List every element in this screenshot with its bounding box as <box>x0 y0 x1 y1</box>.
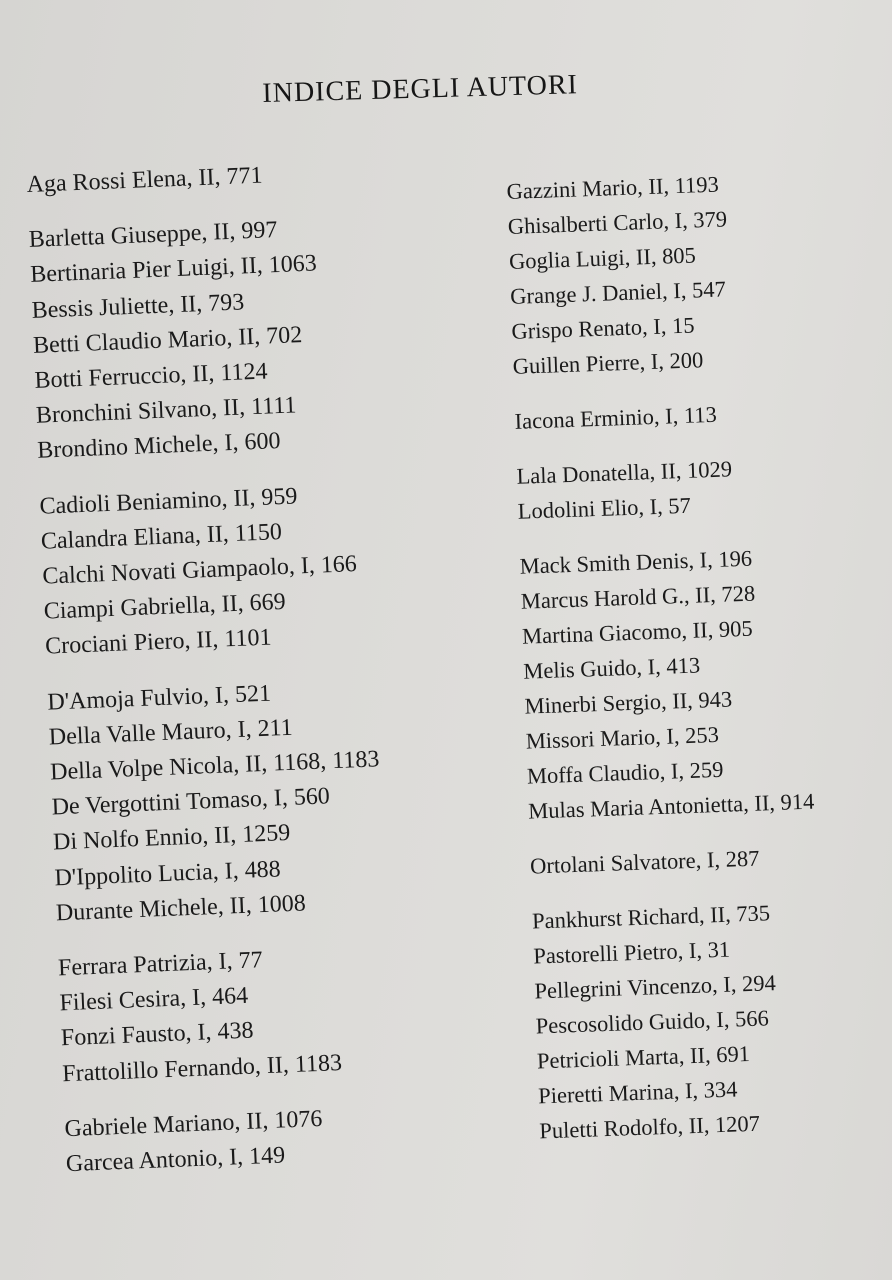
index-entry: Pellegrini Vincenzo, I, 294 <box>534 970 777 1004</box>
index-entry: Betti Claudio Mario, II, 702 <box>32 321 303 359</box>
index-entry: Crociani Piero, II, 1101 <box>44 624 272 661</box>
index-entry: Ortolani Salvatore, I, 287 <box>529 845 760 879</box>
index-entry: Della Valle Mauro, I, 211 <box>48 714 294 751</box>
index-entry: Missori Mario, I, 253 <box>525 721 720 754</box>
index-entry: Pastorelli Pietro, I, 31 <box>532 936 731 969</box>
index-entry: Durante Michele, II, 1008 <box>55 890 307 927</box>
index-column-left <box>26 155 396 1183</box>
index-entry: Marcus Harold G., II, 728 <box>520 580 756 614</box>
index-entry: Della Volpe Nicola, II, 1168, 1183 <box>49 746 380 786</box>
index-entry: Di Nolfo Ennio, II, 1259 <box>52 820 291 856</box>
index-entry: Petricioli Marta, II, 691 <box>536 1041 751 1074</box>
index-entry: Ghisalberti Carlo, I, 379 <box>507 206 728 239</box>
index-entry: Lodolini Elio, I, 57 <box>517 492 692 524</box>
index-entry: Bessis Juliette, II, 793 <box>31 288 245 324</box>
index-entry: Martina Giacomo, II, 905 <box>521 615 753 649</box>
index-entry: Brondino Michele, I, 600 <box>36 428 281 465</box>
index-entry: Pescosolido Guido, I, 566 <box>535 1005 770 1039</box>
index-entry: D'Amoja Fulvio, I, 521 <box>46 680 272 716</box>
index-entry: Filesi Cesira, I, 464 <box>59 983 249 1017</box>
index-entry: Ferrara Patrizia, I, 77 <box>57 947 264 982</box>
index-entry: Puletti Rodolfo, II, 1207 <box>538 1110 761 1144</box>
index-entry: Mulas Maria Antonietta, II, 914 <box>527 788 815 824</box>
index-entry: Lala Donatella, II, 1029 <box>516 456 733 489</box>
index-entry: Pankhurst Richard, II, 735 <box>531 900 771 934</box>
index-entry: Calandra Eliana, II, 1150 <box>40 518 283 555</box>
index-entry: Guillen Pierre, I, 200 <box>512 347 704 379</box>
index-entry: Grispo Renato, I, 15 <box>511 312 695 344</box>
index-entry: Grange J. Daniel, I, 547 <box>509 276 727 309</box>
index-column-right <box>506 164 826 1148</box>
index-entry: Mack Smith Denis, I, 196 <box>519 545 753 579</box>
index-entry: Moffa Claudio, I, 259 <box>526 756 724 789</box>
index-entry: Gazzini Mario, II, 1193 <box>506 171 720 204</box>
index-entry: De Vergottini Tomaso, I, 560 <box>51 783 331 821</box>
index-entry: Bertinaria Pier Luigi, II, 1063 <box>29 250 318 289</box>
index-entry: Botti Ferruccio, II, 1124 <box>34 358 268 394</box>
index-entry: D'Ippolito Lucia, I, 488 <box>53 856 282 892</box>
page-title: INDICE DEGLI AUTORI <box>262 69 579 109</box>
index-entry: Bronchini Silvano, II, 1111 <box>35 392 297 430</box>
index-entry: Fonzi Fausto, I, 438 <box>60 1018 255 1052</box>
index-entry: Ciampi Gabriella, II, 669 <box>43 589 287 625</box>
index-entry: Calchi Novati Giampaolo, I, 166 <box>41 551 358 590</box>
index-entry: Frattolillo Fernando, II, 1183 <box>61 1049 343 1087</box>
index-entry: Cadioli Beniamino, II, 959 <box>39 483 298 520</box>
index-entry: Barletta Giuseppe, II, 997 <box>28 217 278 254</box>
index-entry: Minerbi Sergio, II, 943 <box>524 686 733 719</box>
index-entry: Pieretti Marina, I, 334 <box>537 1076 738 1109</box>
index-entry: Iacona Erminio, I, 113 <box>514 401 718 434</box>
index-entry: Goglia Luigi, II, 805 <box>508 242 697 274</box>
index-entry: Garcea Antonio, I, 149 <box>65 1142 286 1178</box>
index-entry: Gabriele Mariano, II, 1076 <box>64 1105 323 1143</box>
index-entry: Melis Guido, I, 413 <box>522 652 701 684</box>
index-entry: Aga Rossi Elena, II, 771 <box>26 162 263 198</box>
